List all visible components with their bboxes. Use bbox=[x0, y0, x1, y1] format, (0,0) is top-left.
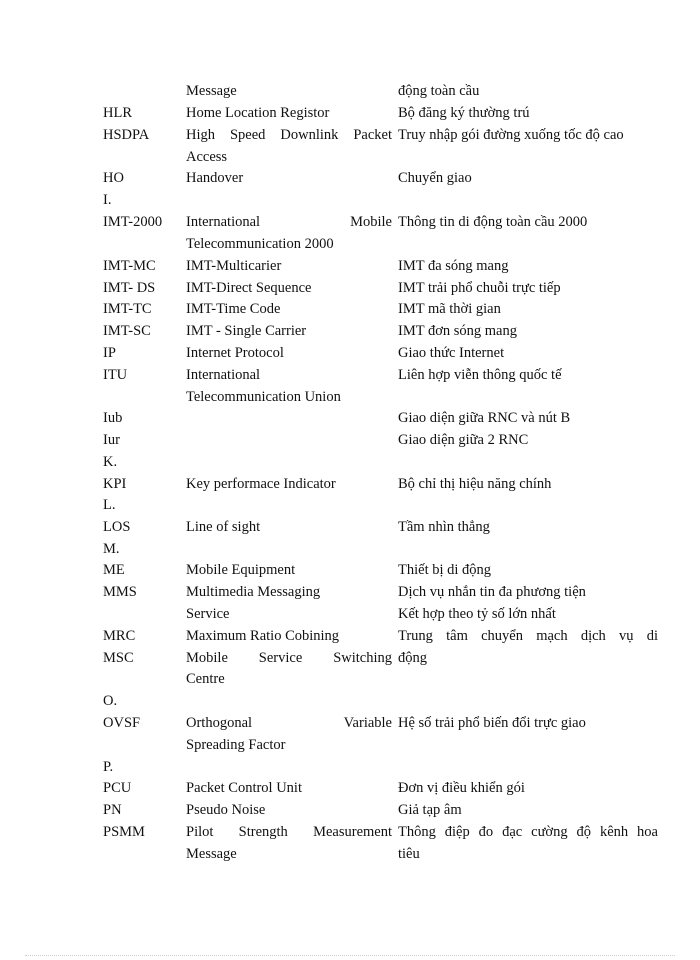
abbreviation: ME bbox=[103, 562, 125, 578]
abbreviation: IMT-SC bbox=[103, 323, 151, 339]
vietnamese-meaning: Dịch vụ nhắn tin đa phương tiện bbox=[398, 584, 586, 600]
abbreviation: IMT-2000 bbox=[103, 214, 163, 230]
vietnamese-meaning: Đơn vị điều khiển gói bbox=[398, 780, 525, 796]
english-term: Internet Protocol bbox=[186, 345, 284, 361]
vietnamese-meaning: Liên hợp viễn thông quốc tế bbox=[398, 367, 562, 383]
abbreviation: P. bbox=[103, 759, 114, 775]
abbreviation: IMT-TC bbox=[103, 301, 152, 317]
glossary-row bbox=[0, 407, 700, 429]
glossary-row bbox=[0, 386, 700, 408]
glossary-row bbox=[0, 80, 700, 102]
english-term: Spreading Factor bbox=[186, 737, 286, 753]
vietnamese-meaning: Trung tâm chuyển mạch dịch vụ di bbox=[398, 628, 658, 644]
glossary-row bbox=[0, 364, 700, 386]
abbreviation: LOS bbox=[103, 519, 131, 535]
glossary-row bbox=[0, 102, 700, 124]
glossary-row bbox=[0, 516, 700, 538]
vietnamese-meaning: động bbox=[398, 650, 427, 666]
glossary-row bbox=[0, 712, 700, 734]
english-term: Service bbox=[186, 606, 230, 622]
abbreviation: Iub bbox=[103, 410, 123, 426]
glossary-row bbox=[0, 189, 700, 211]
glossary-row bbox=[0, 320, 700, 342]
abbreviation: HSDPA bbox=[103, 127, 150, 143]
abbreviation: HLR bbox=[103, 105, 132, 121]
vietnamese-meaning: IMT trải phổ chuỗi trực tiếp bbox=[398, 280, 561, 296]
english-term: IMT-Direct Sequence bbox=[186, 280, 312, 296]
vietnamese-meaning: IMT đa sóng mang bbox=[398, 258, 509, 274]
glossary-row bbox=[0, 255, 700, 277]
vietnamese-meaning: Giả tạp âm bbox=[398, 802, 462, 818]
glossary-row bbox=[0, 342, 700, 364]
english-term: Access bbox=[186, 149, 228, 165]
abbreviation: O. bbox=[103, 693, 118, 709]
glossary-row bbox=[0, 298, 700, 320]
vietnamese-meaning: tiêu bbox=[398, 846, 420, 862]
english-term: Multimedia Messaging bbox=[186, 584, 321, 600]
english-term: Orthogonal Variable bbox=[186, 715, 392, 731]
abbreviation: PSMM bbox=[103, 824, 145, 840]
abbreviation: MMS bbox=[103, 584, 137, 600]
english-term: Pilot Strength Measurement bbox=[186, 824, 392, 840]
abbreviation: PN bbox=[103, 802, 122, 818]
english-term: IMT-Multicarier bbox=[186, 258, 282, 274]
glossary-row bbox=[0, 821, 700, 843]
glossary-row bbox=[0, 124, 700, 146]
abbreviation: MSC bbox=[103, 650, 134, 666]
english-term: International bbox=[186, 367, 261, 383]
english-term: Telecommunication Union bbox=[186, 389, 341, 405]
abbreviation: HO bbox=[103, 170, 124, 186]
english-term: Line of sight bbox=[186, 519, 261, 535]
glossary-row bbox=[0, 603, 700, 625]
english-term: Pseudo Noise bbox=[186, 802, 266, 818]
glossary-row bbox=[0, 756, 700, 778]
vietnamese-meaning: Giao diện giữa RNC và nút B bbox=[398, 410, 571, 426]
english-term: Key performace Indicator bbox=[186, 476, 336, 492]
glossary-row bbox=[0, 538, 700, 560]
abbreviation: M. bbox=[103, 541, 120, 557]
abbreviation: KPI bbox=[103, 476, 127, 492]
vietnamese-meaning: IMT đơn sóng mang bbox=[398, 323, 517, 339]
vietnamese-meaning: Tầm nhìn thẳng bbox=[398, 519, 490, 535]
english-term: Mobile Service Switching bbox=[186, 650, 392, 666]
vietnamese-meaning: Thiết bị di động bbox=[398, 562, 492, 578]
english-term: Packet Control Unit bbox=[186, 780, 302, 796]
glossary-row bbox=[0, 559, 700, 581]
vietnamese-meaning: IMT mã thời gian bbox=[398, 301, 501, 317]
glossary-row bbox=[0, 799, 700, 821]
english-term: Message bbox=[186, 846, 237, 862]
abbreviation: K. bbox=[103, 454, 118, 470]
vietnamese-meaning: Giao thức Internet bbox=[398, 345, 505, 361]
glossary-row bbox=[0, 211, 700, 233]
glossary-row bbox=[0, 233, 700, 255]
english-term: International Mobile bbox=[186, 214, 392, 230]
abbreviation: L. bbox=[103, 497, 116, 513]
glossary-row bbox=[0, 146, 700, 168]
vietnamese-meaning: Bộ đăng ký thường trú bbox=[398, 105, 530, 121]
vietnamese-meaning: Hệ số trải phổ biến đổi trực giao bbox=[398, 715, 586, 731]
abbreviation: ITU bbox=[103, 367, 128, 383]
page-bottom-rule bbox=[25, 955, 675, 956]
vietnamese-meaning: Chuyển giao bbox=[398, 170, 472, 186]
abbreviation: OVSF bbox=[103, 715, 141, 731]
glossary-row bbox=[0, 734, 700, 756]
glossary-row bbox=[0, 843, 700, 865]
vietnamese-meaning: Truy nhập gói đường xuống tốc độ cao bbox=[398, 127, 624, 143]
glossary-row bbox=[0, 429, 700, 451]
english-term: Handover bbox=[186, 170, 244, 186]
english-term: High Speed Downlink Packet bbox=[186, 127, 392, 143]
glossary-row bbox=[0, 625, 700, 647]
abbreviation: MRC bbox=[103, 628, 136, 644]
glossary-row bbox=[0, 581, 700, 603]
english-term: Mobile Equipment bbox=[186, 562, 296, 578]
glossary-row bbox=[0, 167, 700, 189]
vietnamese-meaning: Bộ chỉ thị hiệu năng chính bbox=[398, 476, 552, 492]
english-term: IMT - Single Carrier bbox=[186, 323, 307, 339]
english-term: Maximum Ratio Cobining bbox=[186, 628, 340, 644]
english-term: Telecommunication 2000 bbox=[186, 236, 334, 252]
glossary-row bbox=[0, 668, 700, 690]
vietnamese-meaning: Kết hợp theo tỷ số lớn nhất bbox=[398, 606, 556, 622]
abbreviation: IP bbox=[103, 345, 116, 361]
vietnamese-meaning: Giao diện giữa 2 RNC bbox=[398, 432, 529, 448]
glossary-row bbox=[0, 690, 700, 712]
english-term: IMT-Time Code bbox=[186, 301, 281, 317]
glossary-row bbox=[0, 451, 700, 473]
abbreviation: Iur bbox=[103, 432, 120, 448]
vietnamese-meaning: Thông tin di động toàn cầu 2000 bbox=[398, 214, 588, 230]
vietnamese-meaning: Thông điệp đo đạc cường độ kênh hoa bbox=[398, 824, 658, 840]
glossary-row bbox=[0, 277, 700, 299]
abbreviation: IMT-MC bbox=[103, 258, 156, 274]
english-term: Home Location Registor bbox=[186, 105, 330, 121]
glossary-row bbox=[0, 494, 700, 516]
abbreviation: I. bbox=[103, 192, 112, 208]
english-term: Centre bbox=[186, 671, 225, 687]
abbreviation: PCU bbox=[103, 780, 132, 796]
glossary-row bbox=[0, 777, 700, 799]
glossary-row bbox=[0, 647, 700, 669]
abbreviation: IMT- DS bbox=[103, 280, 156, 296]
glossary-row bbox=[0, 473, 700, 495]
vietnamese-meaning: động toàn cầu bbox=[398, 83, 480, 99]
english-term: Message bbox=[186, 83, 237, 99]
